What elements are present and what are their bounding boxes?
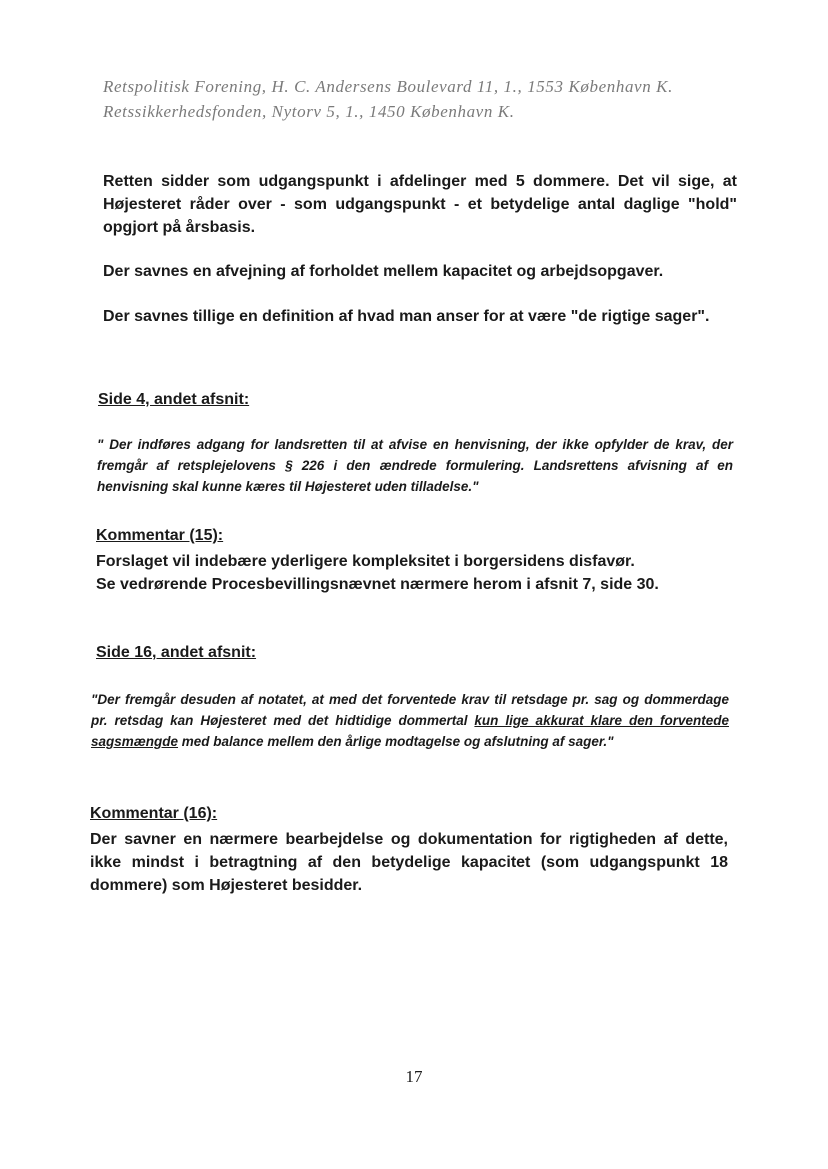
section-heading-side-4: Side 4, andet afsnit: — [98, 391, 250, 408]
section-heading-side-16: Side 16, andet afsnit: — [96, 644, 257, 661]
quote-side-16 — [91, 689, 729, 752]
letterhead — [103, 74, 783, 124]
quote-side-16-part-2: med balance mellem den årlige modtagelse og afslutning af sager." — [178, 734, 614, 749]
comment-15-line-2: Se vedrørende Procesbevillingsnævnet nærmere herom i afsnit 7, side 30. — [96, 576, 659, 593]
comment-heading-16: Kommentar (16): — [90, 805, 218, 822]
letterhead-line-2: Retssikkerhedsfonden, Nytorv 5, 1., 1450 København K. — [103, 102, 515, 121]
comment-15-line-1: Forslaget vil indebære yderligere kompleksitet i borgersidens disfavør. — [96, 553, 635, 570]
comment-16: Der savner en nærmere bearbejdelse og dokumentation for rigtigheden af dette, ikke mindst i betragtning af den betydelige kapacitet (som udgangspunkt 18 dommere) som Højesteret besidder. — [90, 831, 728, 894]
comment-heading-15: Kommentar (15): — [96, 527, 224, 544]
page-number: 17 — [405, 1067, 423, 1086]
quote-side-4: " Der indføres adgang for landsretten til at afvise en henvisning, der ikke opfylder de krav, der fremgår af retsplejelovens § 226 i den ændrede formulering. Landsrettens afvisning af en henvisning skal kunne kæres til Højesteret uden tilladelse." — [97, 437, 733, 494]
quote-side-16-underlined: kun lige akkurat klare den forventede sagsmængde — [91, 713, 729, 749]
quote-side-16-part-1: "Der fremgår desuden af notatet, at med det forventede krav til retsdage pr. sag og dommerdage pr. retsdag kan Højesteret med det hidtidige dommertal — [91, 692, 729, 728]
intro-paragraph-1: Retten sidder som udgangspunkt i afdelinger med 5 dommere. Det vil sige, at Højesteret råder over - som udgangspunkt - et betydelige antal daglige "hold" opgjort på årsbasis. — [103, 173, 737, 236]
comment-15 — [96, 550, 746, 596]
letterhead-line-1: Retspolitisk Forening, H. C. Andersens Boulevard 11, 1., 1553 København K. — [103, 77, 673, 96]
intro-paragraph-2: Der savnes en afvejning af forholdet mellem kapacitet og arbejdsopgaver. — [103, 263, 664, 280]
intro-paragraph-3: Der savnes tillige en definition af hvad man anser for at være "de rigtige sager". — [103, 308, 710, 325]
